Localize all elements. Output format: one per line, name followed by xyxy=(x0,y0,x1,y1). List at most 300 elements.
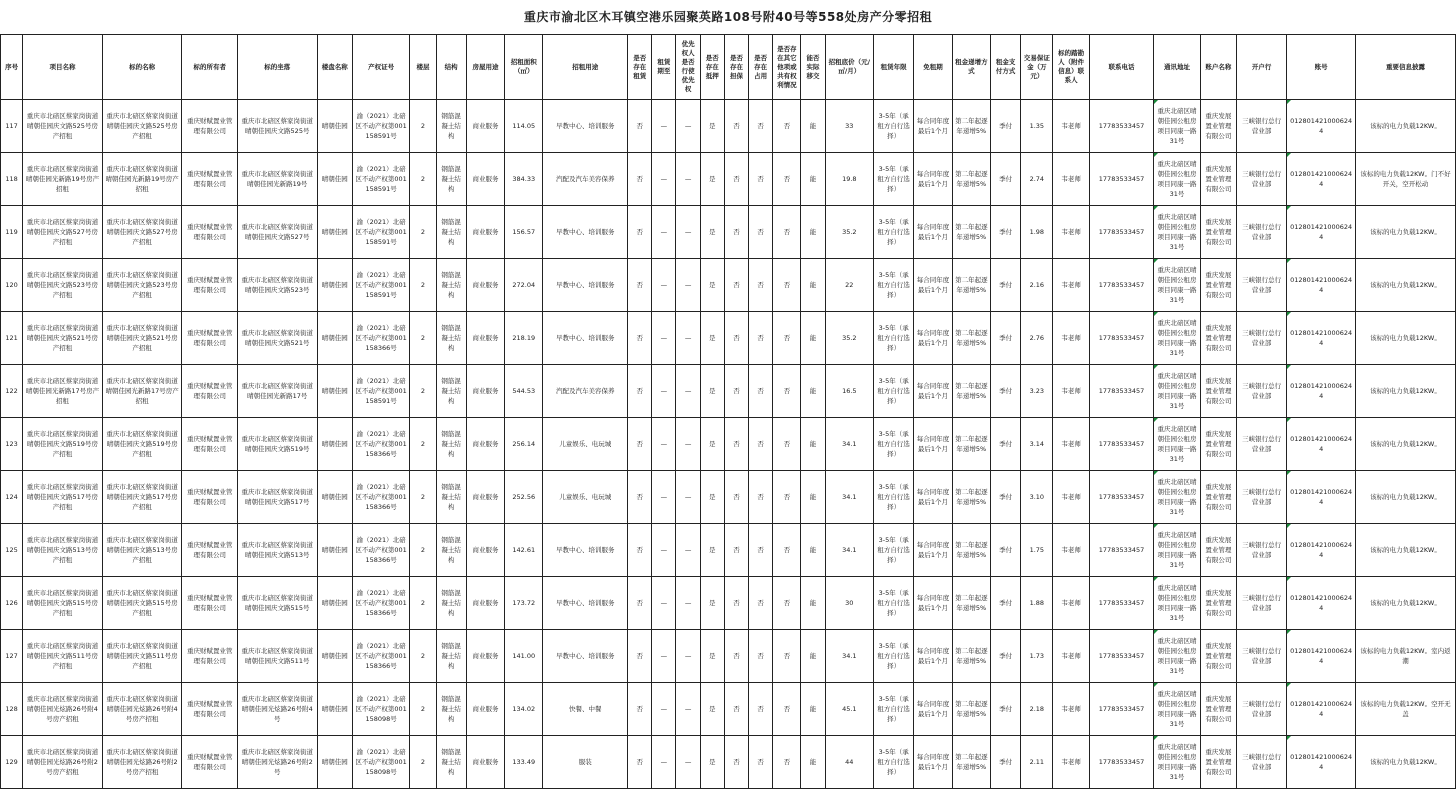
table-cell[interactable]: 2.11 xyxy=(1021,736,1053,789)
table-cell[interactable]: 渝（2021）北碚区不动产权第001158366号 xyxy=(352,524,409,577)
table-cell[interactable]: 重庆发展置业管理有限公司 xyxy=(1200,153,1236,206)
table-cell[interactable]: 晴朝佳园 xyxy=(317,524,352,577)
table-cell[interactable]: 17783533457 xyxy=(1089,312,1154,365)
table-cell[interactable]: 否 xyxy=(628,524,652,577)
table-cell[interactable]: 否 xyxy=(749,365,773,418)
table-cell[interactable]: 重庆发展置业管理有限公司 xyxy=(1200,259,1236,312)
table-cell[interactable]: 钢筋混凝土结构 xyxy=(436,259,466,312)
table-cell[interactable]: — xyxy=(652,524,676,577)
table-cell[interactable]: 能 xyxy=(801,259,825,312)
table-cell[interactable]: 韦老师 xyxy=(1053,524,1089,577)
table-cell[interactable]: 服装 xyxy=(543,736,628,789)
table-cell[interactable]: 重庆市北碚区蔡家岗街道晴朝佳园光炫路26号附4号 xyxy=(237,683,317,736)
table-cell[interactable]: 3.23 xyxy=(1021,365,1053,418)
table-cell[interactable]: 快餐、中餐 xyxy=(543,683,628,736)
table-cell[interactable]: 季付 xyxy=(990,365,1020,418)
table-cell[interactable]: — xyxy=(652,100,676,153)
table-cell[interactable]: 每合同年度最后1个月 xyxy=(914,471,952,524)
table-cell[interactable]: 商业服务 xyxy=(466,471,504,524)
table-cell[interactable]: 重庆市北碚区蔡家岗街道晴朝佳园光炫路26号附4号房产招租 xyxy=(102,683,182,736)
table-cell[interactable]: 重庆市北碚区蔡家岗街道晴朝佳园庆文路521号房产招租 xyxy=(23,312,103,365)
table-cell[interactable]: — xyxy=(676,206,700,259)
table-cell[interactable]: 3-5年（承租方自行选择） xyxy=(874,683,914,736)
table-cell[interactable]: 2.74 xyxy=(1021,153,1053,206)
table-cell[interactable]: 256.14 xyxy=(505,418,543,471)
table-cell[interactable]: 重庆市北碚区蔡家岗街道晴朝佳园庆文路525号房产招租 xyxy=(102,100,182,153)
table-cell[interactable]: 重庆市北碚区蔡家岗街道晴朝佳园庆文路513号 xyxy=(237,524,317,577)
table-cell[interactable]: 2.18 xyxy=(1021,683,1053,736)
table-cell[interactable]: 0128014210006244 xyxy=(1287,100,1356,153)
table-cell[interactable]: 重庆北碚区晴朝佳园公租房项目同康一路31号 xyxy=(1154,259,1200,312)
table-cell[interactable]: 17783533457 xyxy=(1089,100,1154,153)
table-cell[interactable]: 0128014210006244 xyxy=(1287,259,1356,312)
table-cell[interactable]: — xyxy=(676,418,700,471)
table-cell[interactable]: 晴朝佳园 xyxy=(317,630,352,683)
table-cell[interactable]: 能 xyxy=(801,683,825,736)
table-cell[interactable]: 晴朝佳园 xyxy=(317,683,352,736)
table-cell[interactable]: 重庆市北碚区蔡家岗街道晴朝佳园庆文路515号房产招租 xyxy=(102,577,182,630)
table-cell[interactable]: 该标的电力负载12KW。 xyxy=(1355,524,1455,577)
table-cell[interactable]: 是 xyxy=(700,418,724,471)
table-cell[interactable]: 重庆北碚区晴朝佳园公租房项目同康一路31号 xyxy=(1154,153,1200,206)
table-cell[interactable]: 第二年起逐年递增5% xyxy=(952,206,990,259)
table-cell[interactable]: 钢筋混凝土结构 xyxy=(436,418,466,471)
table-cell[interactable]: 重庆财赋置业管理有限公司 xyxy=(182,418,237,471)
table-cell[interactable]: 第二年起逐年递增5% xyxy=(952,471,990,524)
table-cell[interactable]: 2 xyxy=(410,312,436,365)
table-cell[interactable]: 韦老师 xyxy=(1053,471,1089,524)
table-cell[interactable]: 渝（2021）北碚区不动产权第001158591号 xyxy=(352,365,409,418)
table-cell[interactable]: 重庆市北碚区蔡家岗街道晴朝佳园庆文路519号 xyxy=(237,418,317,471)
table-cell[interactable]: 否 xyxy=(773,206,801,259)
table-cell[interactable]: 重庆财赋置业管理有限公司 xyxy=(182,312,237,365)
table-cell[interactable]: 重庆市北碚区蔡家岗街道晴朝佳园光新路17号房产招租 xyxy=(102,365,182,418)
table-cell[interactable]: 能 xyxy=(801,630,825,683)
table-cell[interactable]: 否 xyxy=(724,524,748,577)
column-header[interactable]: 租赁期至 xyxy=(652,35,676,100)
table-cell[interactable]: 钢筋混凝土结构 xyxy=(436,471,466,524)
table-cell[interactable]: 是 xyxy=(700,577,724,630)
table-cell[interactable]: 每合同年度最后1个月 xyxy=(914,153,952,206)
table-cell[interactable]: 重庆财赋置业管理有限公司 xyxy=(182,365,237,418)
table-cell[interactable]: 早教中心、培训服务 xyxy=(543,206,628,259)
table-cell[interactable]: 晴朝佳园 xyxy=(317,259,352,312)
table-cell[interactable]: 能 xyxy=(801,471,825,524)
table-cell[interactable]: 季付 xyxy=(990,471,1020,524)
table-cell[interactable]: 重庆发展置业管理有限公司 xyxy=(1200,524,1236,577)
table-cell[interactable]: 重庆北碚区晴朝佳园公租房项目同康一路31号 xyxy=(1154,630,1200,683)
table-cell[interactable]: 重庆财赋置业管理有限公司 xyxy=(182,524,237,577)
column-header[interactable]: 招租用途 xyxy=(543,35,628,100)
table-cell[interactable]: 重庆发展置业管理有限公司 xyxy=(1200,683,1236,736)
table-cell[interactable]: 早教中心、培训服务 xyxy=(543,630,628,683)
table-cell[interactable]: 重庆发展置业管理有限公司 xyxy=(1200,365,1236,418)
table-cell[interactable]: — xyxy=(652,206,676,259)
table-cell[interactable]: 每合同年度最后1个月 xyxy=(914,683,952,736)
table-cell[interactable]: 钢筋混凝土结构 xyxy=(436,153,466,206)
table-cell[interactable]: 重庆市北碚区蔡家岗街道晴朝佳园光新路19号房产招租 xyxy=(102,153,182,206)
column-header[interactable]: 通讯地址 xyxy=(1154,35,1200,100)
table-cell[interactable]: 0128014210006244 xyxy=(1287,736,1356,789)
table-cell[interactable]: 三峡银行总行营业部 xyxy=(1236,100,1286,153)
table-cell[interactable]: 2 xyxy=(410,736,436,789)
table-cell[interactable]: 该标的电力负载12KW。 xyxy=(1355,736,1455,789)
table-cell[interactable]: 44 xyxy=(825,736,873,789)
table-cell[interactable]: 127 xyxy=(1,630,23,683)
table-cell[interactable]: 第二年起逐年递增5% xyxy=(952,100,990,153)
table-cell[interactable]: — xyxy=(652,736,676,789)
table-cell[interactable]: 韦老师 xyxy=(1053,630,1089,683)
table-cell[interactable]: 重庆市北碚区蔡家岗街道晴朝佳园光炫路26号附2号房产招租 xyxy=(102,736,182,789)
table-cell[interactable]: 1.88 xyxy=(1021,577,1053,630)
table-cell[interactable]: 否 xyxy=(724,630,748,683)
table-cell[interactable]: 重庆市北碚区蔡家岗街道晴朝佳园光炫路26号附2号 xyxy=(237,736,317,789)
table-cell[interactable]: 否 xyxy=(773,259,801,312)
table-cell[interactable]: 128 xyxy=(1,683,23,736)
table-cell[interactable]: 重庆财赋置业管理有限公司 xyxy=(182,206,237,259)
table-cell[interactable]: 第二年起逐年递增5% xyxy=(952,524,990,577)
table-cell[interactable]: 能 xyxy=(801,100,825,153)
table-cell[interactable]: 否 xyxy=(724,471,748,524)
table-cell[interactable]: 2 xyxy=(410,683,436,736)
table-cell[interactable]: 0128014210006244 xyxy=(1287,153,1356,206)
table-cell[interactable]: 三峡银行总行营业部 xyxy=(1236,736,1286,789)
table-cell[interactable]: 384.33 xyxy=(505,153,543,206)
table-cell[interactable]: 商业服务 xyxy=(466,418,504,471)
table-cell[interactable]: — xyxy=(676,153,700,206)
table-cell[interactable]: 韦老师 xyxy=(1053,683,1089,736)
column-header[interactable]: 免租期 xyxy=(914,35,952,100)
table-cell[interactable]: 2.16 xyxy=(1021,259,1053,312)
table-cell[interactable]: 17783533457 xyxy=(1089,683,1154,736)
table-cell[interactable]: 该标的电力负载12KW。 xyxy=(1355,259,1455,312)
table-cell[interactable]: 17783533457 xyxy=(1089,577,1154,630)
table-cell[interactable]: 重庆北碚区晴朝佳园公租房项目同康一路31号 xyxy=(1154,206,1200,259)
table-cell[interactable]: 0128014210006244 xyxy=(1287,524,1356,577)
table-cell[interactable]: — xyxy=(652,471,676,524)
table-cell[interactable]: 119 xyxy=(1,206,23,259)
table-cell[interactable]: 2 xyxy=(410,577,436,630)
table-cell[interactable]: 544.53 xyxy=(505,365,543,418)
table-cell[interactable]: 否 xyxy=(628,100,652,153)
table-cell[interactable]: 重庆发展置业管理有限公司 xyxy=(1200,630,1236,683)
table-cell[interactable]: 渝（2021）北碚区不动产权第001158591号 xyxy=(352,153,409,206)
table-cell[interactable]: 17783533457 xyxy=(1089,736,1154,789)
column-header[interactable]: 标的所有者 xyxy=(182,35,237,100)
column-header[interactable]: 标的踏勘人（附件信息）联系人 xyxy=(1053,35,1089,100)
table-cell[interactable]: 2 xyxy=(410,418,436,471)
table-cell[interactable]: 17783533457 xyxy=(1089,524,1154,577)
table-cell[interactable]: 钢筋混凝土结构 xyxy=(436,630,466,683)
table-cell[interactable]: — xyxy=(676,312,700,365)
column-header[interactable]: 标的坐落 xyxy=(237,35,317,100)
table-cell[interactable]: — xyxy=(652,418,676,471)
table-cell[interactable]: 钢筋混凝土结构 xyxy=(436,206,466,259)
column-header[interactable]: 楼层 xyxy=(410,35,436,100)
table-cell[interactable]: 三峡银行总行营业部 xyxy=(1236,312,1286,365)
table-cell[interactable]: 汽配及汽车美容保养 xyxy=(543,153,628,206)
table-cell[interactable]: 渝（2021）北碚区不动产权第001158366号 xyxy=(352,471,409,524)
table-cell[interactable]: 是 xyxy=(700,683,724,736)
table-cell[interactable]: 商业服务 xyxy=(466,736,504,789)
table-cell[interactable]: 否 xyxy=(773,365,801,418)
table-cell[interactable]: 商业服务 xyxy=(466,630,504,683)
table-cell[interactable]: 韦老师 xyxy=(1053,418,1089,471)
table-cell[interactable]: 34.1 xyxy=(825,418,873,471)
table-cell[interactable]: 晴朝佳园 xyxy=(317,206,352,259)
column-header[interactable]: 租金支付方式 xyxy=(990,35,1020,100)
column-header[interactable]: 序号 xyxy=(1,35,23,100)
table-cell[interactable]: 3-5年（承租方自行选择） xyxy=(874,577,914,630)
table-cell[interactable]: 否 xyxy=(724,365,748,418)
table-cell[interactable]: 3-5年（承租方自行选择） xyxy=(874,524,914,577)
table-cell[interactable]: 三峡银行总行营业部 xyxy=(1236,630,1286,683)
table-cell[interactable]: 晴朝佳园 xyxy=(317,365,352,418)
table-cell[interactable]: 每合同年度最后1个月 xyxy=(914,365,952,418)
table-cell[interactable]: 晴朝佳园 xyxy=(317,418,352,471)
table-cell[interactable]: 3-5年（承租方自行选择） xyxy=(874,365,914,418)
table-cell[interactable]: 124 xyxy=(1,471,23,524)
table-cell[interactable]: 每合同年度最后1个月 xyxy=(914,524,952,577)
table-cell[interactable]: 否 xyxy=(628,577,652,630)
table-cell[interactable]: 否 xyxy=(628,365,652,418)
table-cell[interactable]: 重庆市北碚区蔡家岗街道晴朝佳园庆文路511号房产招租 xyxy=(23,630,103,683)
table-cell[interactable]: 否 xyxy=(749,312,773,365)
column-header[interactable]: 招租面积（㎡） xyxy=(505,35,543,100)
table-cell[interactable]: — xyxy=(676,683,700,736)
table-cell[interactable]: 该标的电力负载12KW。门不好开关，空开松动 xyxy=(1355,153,1455,206)
table-cell[interactable]: 韦老师 xyxy=(1053,577,1089,630)
table-cell[interactable]: 3-5年（承租方自行选择） xyxy=(874,153,914,206)
column-header[interactable]: 产权证号 xyxy=(352,35,409,100)
table-cell[interactable]: 2 xyxy=(410,524,436,577)
table-cell[interactable]: 商业服务 xyxy=(466,259,504,312)
table-cell[interactable]: 否 xyxy=(749,259,773,312)
table-cell[interactable]: 重庆北碚区晴朝佳园公租房项目同康一路31号 xyxy=(1154,312,1200,365)
table-cell[interactable]: 重庆北碚区晴朝佳园公租房项目同康一路31号 xyxy=(1154,471,1200,524)
table-cell[interactable]: 重庆市北碚区蔡家岗街道晴朝佳园庆文路521号 xyxy=(237,312,317,365)
table-cell[interactable]: 否 xyxy=(773,630,801,683)
table-cell[interactable]: 1.75 xyxy=(1021,524,1053,577)
table-cell[interactable]: 是 xyxy=(700,259,724,312)
table-cell[interactable]: 三峡银行总行营业部 xyxy=(1236,471,1286,524)
table-cell[interactable]: 1.73 xyxy=(1021,630,1053,683)
table-cell[interactable]: 否 xyxy=(773,100,801,153)
table-cell[interactable]: 2 xyxy=(410,365,436,418)
table-cell[interactable]: 重庆市北碚区蔡家岗街道晴朝佳园庆文路517号 xyxy=(237,471,317,524)
table-cell[interactable]: 每合同年度最后1个月 xyxy=(914,418,952,471)
table-cell[interactable]: 17783533457 xyxy=(1089,206,1154,259)
table-cell[interactable]: 渝（2021）北碚区不动产权第001158591号 xyxy=(352,259,409,312)
table-cell[interactable]: 否 xyxy=(724,206,748,259)
table-cell[interactable]: 重庆市北碚区蔡家岗街道晴朝佳园光新路17号房产招租 xyxy=(23,365,103,418)
table-cell[interactable]: 早教中心、培训服务 xyxy=(543,577,628,630)
table-cell[interactable]: 重庆财赋置业管理有限公司 xyxy=(182,100,237,153)
table-cell[interactable]: 季付 xyxy=(990,259,1020,312)
column-header[interactable]: 是否存在租赁 xyxy=(628,35,652,100)
table-cell[interactable]: 每合同年度最后1个月 xyxy=(914,312,952,365)
table-cell[interactable]: 重庆市北碚区蔡家岗街道晴朝佳园庆文路523号房产招租 xyxy=(102,259,182,312)
table-cell[interactable]: 重庆市北碚区蔡家岗街道晴朝佳园庆文路521号房产招租 xyxy=(102,312,182,365)
table-cell[interactable]: 季付 xyxy=(990,312,1020,365)
table-cell[interactable]: 2 xyxy=(410,100,436,153)
table-cell[interactable]: 3-5年（承租方自行选择） xyxy=(874,630,914,683)
table-cell[interactable]: 第二年起逐年递增5% xyxy=(952,683,990,736)
table-cell[interactable]: 商业服务 xyxy=(466,365,504,418)
table-cell[interactable]: 16.5 xyxy=(825,365,873,418)
table-cell[interactable]: 能 xyxy=(801,153,825,206)
table-cell[interactable]: 0128014210006244 xyxy=(1287,577,1356,630)
table-cell[interactable]: 否 xyxy=(724,736,748,789)
table-cell[interactable]: 重庆北碚区晴朝佳园公租房项目同康一路31号 xyxy=(1154,683,1200,736)
table-cell[interactable]: 否 xyxy=(628,471,652,524)
table-cell[interactable]: 儿童娱乐、电玩城 xyxy=(543,471,628,524)
column-header[interactable]: 是否存在其它他项或共有权利情况 xyxy=(773,35,801,100)
table-cell[interactable]: 三峡银行总行营业部 xyxy=(1236,153,1286,206)
table-cell[interactable]: 否 xyxy=(773,736,801,789)
table-cell[interactable]: 否 xyxy=(628,259,652,312)
table-cell[interactable]: 早教中心、培训服务 xyxy=(543,524,628,577)
table-cell[interactable]: 重庆市北碚区蔡家岗街道晴朝佳园庆文路515号房产招租 xyxy=(23,577,103,630)
table-cell[interactable]: 晴朝佳园 xyxy=(317,100,352,153)
table-cell[interactable]: 17783533457 xyxy=(1089,153,1154,206)
table-cell[interactable]: 韦老师 xyxy=(1053,153,1089,206)
table-cell[interactable]: 重庆发展置业管理有限公司 xyxy=(1200,418,1236,471)
table-cell[interactable]: 每合同年度最后1个月 xyxy=(914,206,952,259)
table-cell[interactable]: 该标的电力负载12KW。 xyxy=(1355,100,1455,153)
table-cell[interactable]: — xyxy=(652,577,676,630)
table-cell[interactable]: 是 xyxy=(700,100,724,153)
table-cell[interactable]: — xyxy=(652,259,676,312)
table-cell[interactable]: 重庆市北碚区蔡家岗街道晴朝佳园庆文路527号房产招租 xyxy=(102,206,182,259)
table-cell[interactable]: 22 xyxy=(825,259,873,312)
table-cell[interactable]: 早教中心、培训服务 xyxy=(543,259,628,312)
table-cell[interactable]: 否 xyxy=(749,206,773,259)
table-cell[interactable]: 晴朝佳园 xyxy=(317,471,352,524)
table-cell[interactable]: 季付 xyxy=(990,100,1020,153)
table-cell[interactable]: 能 xyxy=(801,577,825,630)
table-cell[interactable]: 重庆市北碚区蔡家岗街道晴朝佳园庆文路525号房产招租 xyxy=(23,100,103,153)
table-cell[interactable]: 韦老师 xyxy=(1053,736,1089,789)
table-cell[interactable]: 33 xyxy=(825,100,873,153)
table-cell[interactable]: 该标的电力负载12KW。空开无盖 xyxy=(1355,683,1455,736)
table-cell[interactable]: 季付 xyxy=(990,153,1020,206)
table-cell[interactable]: 17783533457 xyxy=(1089,471,1154,524)
table-cell[interactable]: 季付 xyxy=(990,736,1020,789)
column-header[interactable]: 房屋用途 xyxy=(466,35,504,100)
table-cell[interactable]: 韦老师 xyxy=(1053,206,1089,259)
table-cell[interactable]: 17783533457 xyxy=(1089,418,1154,471)
table-cell[interactable]: — xyxy=(652,312,676,365)
table-cell[interactable]: 否 xyxy=(749,471,773,524)
table-cell[interactable]: 142.61 xyxy=(505,524,543,577)
table-cell[interactable]: 否 xyxy=(773,524,801,577)
table-cell[interactable]: 商业服务 xyxy=(466,524,504,577)
table-cell[interactable]: 能 xyxy=(801,206,825,259)
table-cell[interactable]: 重庆发展置业管理有限公司 xyxy=(1200,577,1236,630)
table-cell[interactable]: 重庆发展置业管理有限公司 xyxy=(1200,100,1236,153)
table-cell[interactable]: 商业服务 xyxy=(466,683,504,736)
table-cell[interactable]: 否 xyxy=(749,736,773,789)
table-cell[interactable]: 重庆财赋置业管理有限公司 xyxy=(182,577,237,630)
table-cell[interactable]: 否 xyxy=(773,418,801,471)
table-cell[interactable]: 该标的电力负载12KW。 xyxy=(1355,312,1455,365)
table-cell[interactable]: 三峡银行总行营业部 xyxy=(1236,418,1286,471)
table-cell[interactable]: 第二年起逐年递增5% xyxy=(952,259,990,312)
table-cell[interactable]: 252.56 xyxy=(505,471,543,524)
table-cell[interactable]: 否 xyxy=(724,100,748,153)
table-cell[interactable]: 3-5年（承租方自行选择） xyxy=(874,418,914,471)
table-cell[interactable]: 能 xyxy=(801,312,825,365)
table-cell[interactable]: 该标的电力负载12KW。 xyxy=(1355,206,1455,259)
table-cell[interactable]: 114.05 xyxy=(505,100,543,153)
table-cell[interactable]: — xyxy=(676,577,700,630)
table-cell[interactable]: 否 xyxy=(628,683,652,736)
table-cell[interactable]: 是 xyxy=(700,312,724,365)
table-cell[interactable]: 2 xyxy=(410,630,436,683)
table-cell[interactable]: 商业服务 xyxy=(466,206,504,259)
table-cell[interactable]: 钢筋混凝土结构 xyxy=(436,365,466,418)
table-cell[interactable]: 是 xyxy=(700,365,724,418)
table-cell[interactable]: 否 xyxy=(724,259,748,312)
table-cell[interactable]: 渝（2021）北碚区不动产权第001158591号 xyxy=(352,100,409,153)
table-cell[interactable]: 能 xyxy=(801,365,825,418)
table-cell[interactable]: 钢筋混凝土结构 xyxy=(436,683,466,736)
table-cell[interactable]: 122 xyxy=(1,365,23,418)
table-cell[interactable]: 3-5年（承租方自行选择） xyxy=(874,471,914,524)
column-header[interactable]: 开户行 xyxy=(1236,35,1286,100)
table-cell[interactable]: 重庆发展置业管理有限公司 xyxy=(1200,312,1236,365)
table-cell[interactable]: 0128014210006244 xyxy=(1287,206,1356,259)
table-cell[interactable]: 123 xyxy=(1,418,23,471)
table-cell[interactable]: 重庆财赋置业管理有限公司 xyxy=(182,153,237,206)
table-cell[interactable]: 季付 xyxy=(990,683,1020,736)
table-cell[interactable]: 该标的电力负载12KW。 xyxy=(1355,418,1455,471)
table-cell[interactable]: 钢筋混凝土结构 xyxy=(436,312,466,365)
table-cell[interactable]: — xyxy=(676,259,700,312)
table-cell[interactable]: 钢筋混凝土结构 xyxy=(436,524,466,577)
table-cell[interactable]: — xyxy=(652,630,676,683)
table-cell[interactable]: 3.10 xyxy=(1021,471,1053,524)
table-cell[interactable]: 0128014210006244 xyxy=(1287,471,1356,524)
table-cell[interactable]: 是 xyxy=(700,471,724,524)
table-cell[interactable]: 否 xyxy=(628,312,652,365)
table-cell[interactable]: 173.72 xyxy=(505,577,543,630)
table-cell[interactable]: 重庆市北碚区蔡家岗街道晴朝佳园庆文路527号房产招租 xyxy=(23,206,103,259)
table-cell[interactable]: 重庆市北碚区蔡家岗街道晴朝佳园庆文路523号 xyxy=(237,259,317,312)
table-cell[interactable]: 重庆财赋置业管理有限公司 xyxy=(182,471,237,524)
table-cell[interactable]: 重庆财赋置业管理有限公司 xyxy=(182,259,237,312)
table-cell[interactable]: 重庆市北碚区蔡家岗街道晴朝佳园光炫路26号附2号房产招租 xyxy=(23,736,103,789)
table-cell[interactable]: 重庆市北碚区蔡家岗街道晴朝佳园庆文路519号房产招租 xyxy=(23,418,103,471)
column-header[interactable]: 是否存在担保 xyxy=(724,35,748,100)
table-cell[interactable]: 1.35 xyxy=(1021,100,1053,153)
table-cell[interactable]: 否 xyxy=(773,683,801,736)
table-cell[interactable]: — xyxy=(676,365,700,418)
table-cell[interactable]: 34.1 xyxy=(825,630,873,683)
column-header[interactable]: 是否存在占用 xyxy=(749,35,773,100)
table-cell[interactable]: 重庆发展置业管理有限公司 xyxy=(1200,471,1236,524)
table-cell[interactable]: 0128014210006244 xyxy=(1287,683,1356,736)
table-cell[interactable]: 2.76 xyxy=(1021,312,1053,365)
table-cell[interactable]: 晴朝佳园 xyxy=(317,577,352,630)
table-cell[interactable]: 重庆市北碚区蔡家岗街道晴朝佳园庆文路517号房产招租 xyxy=(23,471,103,524)
table-cell[interactable]: 早教中心、培训服务 xyxy=(543,100,628,153)
column-header[interactable]: 招租底价（元/㎡/月） xyxy=(825,35,873,100)
column-header[interactable]: 租赁年限 xyxy=(874,35,914,100)
table-cell[interactable]: — xyxy=(676,736,700,789)
table-cell[interactable]: 早教中心、培训服务 xyxy=(543,312,628,365)
